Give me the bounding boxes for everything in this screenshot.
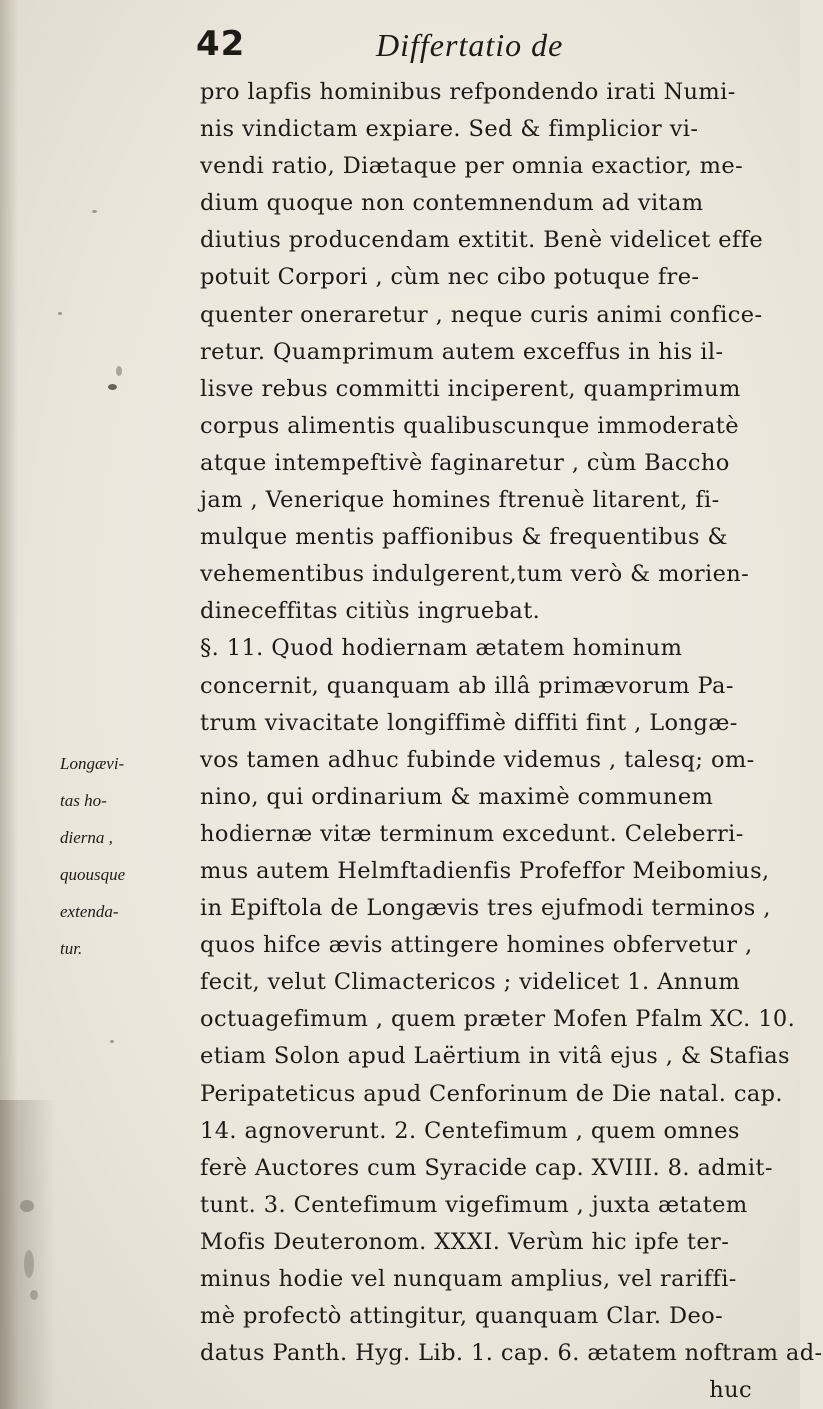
paper-speck [92, 210, 97, 213]
text-line: datus Panth. Hyg. Lib. 1. cap. 6. ætatem noftram ad- [200, 1340, 823, 1367]
text-line: ferè Auctores cum Syracide cap. XVIII. 8. admit- [200, 1154, 773, 1181]
text-line: jam , Venerique homines ftrenuè litarent, fi- [200, 487, 720, 514]
text-line: etiam Solon apud Laërtium in vitâ ejus , & Stafias [200, 1043, 790, 1070]
running-title: Differtatio de [376, 27, 564, 63]
text-line: minus hodie vel nunquam amplius, vel rariffi- [200, 1266, 737, 1292]
text-line: quos hifce ævis attingere homines obfervetur , [200, 932, 753, 959]
text-line: 14. agnoverunt. 2. Centefimum , quem omnes [200, 1117, 740, 1144]
text-line: vendi ratio, Diætaque per omnia exactior, me- [200, 153, 744, 180]
text-line: atque intempeftivè faginaretur , cùm Baccho [200, 449, 730, 476]
text-line: nino, qui ordinarium & maximè communem [200, 783, 714, 810]
text-line: vos tamen adhuc fubinde videmus , talesq; om- [200, 746, 755, 773]
section-start-line: §. 11. Quod hodiernam ætatem hominum [200, 635, 683, 662]
marginal-note-line: tur. [60, 939, 83, 959]
marginal-note-line: quousque [60, 865, 126, 885]
marginal-note-line: extenda- [60, 902, 119, 922]
text-line: vehementibus indulgerent,tum verò & morien- [200, 561, 750, 588]
text-line: Peripateticus apud Cenforinum de Die natal. cap. [200, 1080, 783, 1107]
marginal-note-line: tas ho- [60, 791, 107, 811]
text-line: mus autem Helmftadienfis Profeffor Meibomius, [200, 857, 770, 884]
paper-speck [24, 1250, 34, 1278]
paper-speck [116, 366, 122, 376]
text-line: pro lapfis hominibus refpondendo irati Numi- [200, 79, 736, 105]
text-line: diutius producendam extitit. Benè videlicet effe [200, 227, 764, 254]
text-line: potuit Corpori , cùm nec cibo potuque fre- [200, 264, 700, 291]
catchword: huc [709, 1377, 752, 1404]
text-line: mulque mentis paffionibus & frequentibus & [200, 524, 728, 551]
text-line: octuagefimum , quem præter Mofen Pfalm XC. 10. [200, 1006, 796, 1033]
paper-speck [58, 312, 62, 315]
text-line: dineceffitas citiùs ingruebat. [200, 598, 541, 625]
text-line: quenter oneraretur , neque curis animi confice- [200, 301, 763, 328]
paper-speck [30, 1290, 38, 1300]
text-line: concernit, quanquam ab illâ primævorum Pa- [200, 672, 734, 699]
text-line: mè profectò attingitur, quanquam Clar. Deo- [200, 1303, 724, 1330]
page-number: 42 [196, 24, 246, 64]
text-line: Mofis Deuteronom. XXXI. Verùm hic ipfe ter- [200, 1228, 730, 1255]
text-line: lisve rebus committi inciperent, quamprimum [200, 375, 741, 402]
text-line: in Epiftola de Longævis tres ejufmodi terminos , [200, 895, 771, 922]
text-line: retur. Quamprimum autem exceffus in his il- [200, 338, 724, 365]
text-line: hodiernæ vitæ terminum excedunt. Celeberri- [200, 820, 744, 847]
text-line: corpus alimentis qualibuscunque immoderatè [200, 412, 739, 439]
text-line: tunt. 3. Centefimum vigefimum , juxta ætatem [200, 1191, 748, 1218]
text-line: nis vindictam expiare. Sed & fimplicior vi- [200, 116, 699, 143]
paper-speck [20, 1200, 34, 1212]
text-line: dium quoque non contemnendum ad vitam [200, 190, 704, 217]
body-text [200, 74, 823, 1409]
text-line: fecit, velut Climactericos ; videlicet 1. Annum [200, 969, 741, 996]
marginal-note-line: Longævi- [60, 754, 125, 773]
text-line: trum vivacitate longiffimè diffiti fint , Longæ- [200, 709, 738, 736]
marginal-note [60, 750, 185, 973]
marginal-note-line: dierna , [60, 828, 113, 848]
paper-speck [110, 1040, 114, 1043]
paper-speck [108, 384, 117, 390]
